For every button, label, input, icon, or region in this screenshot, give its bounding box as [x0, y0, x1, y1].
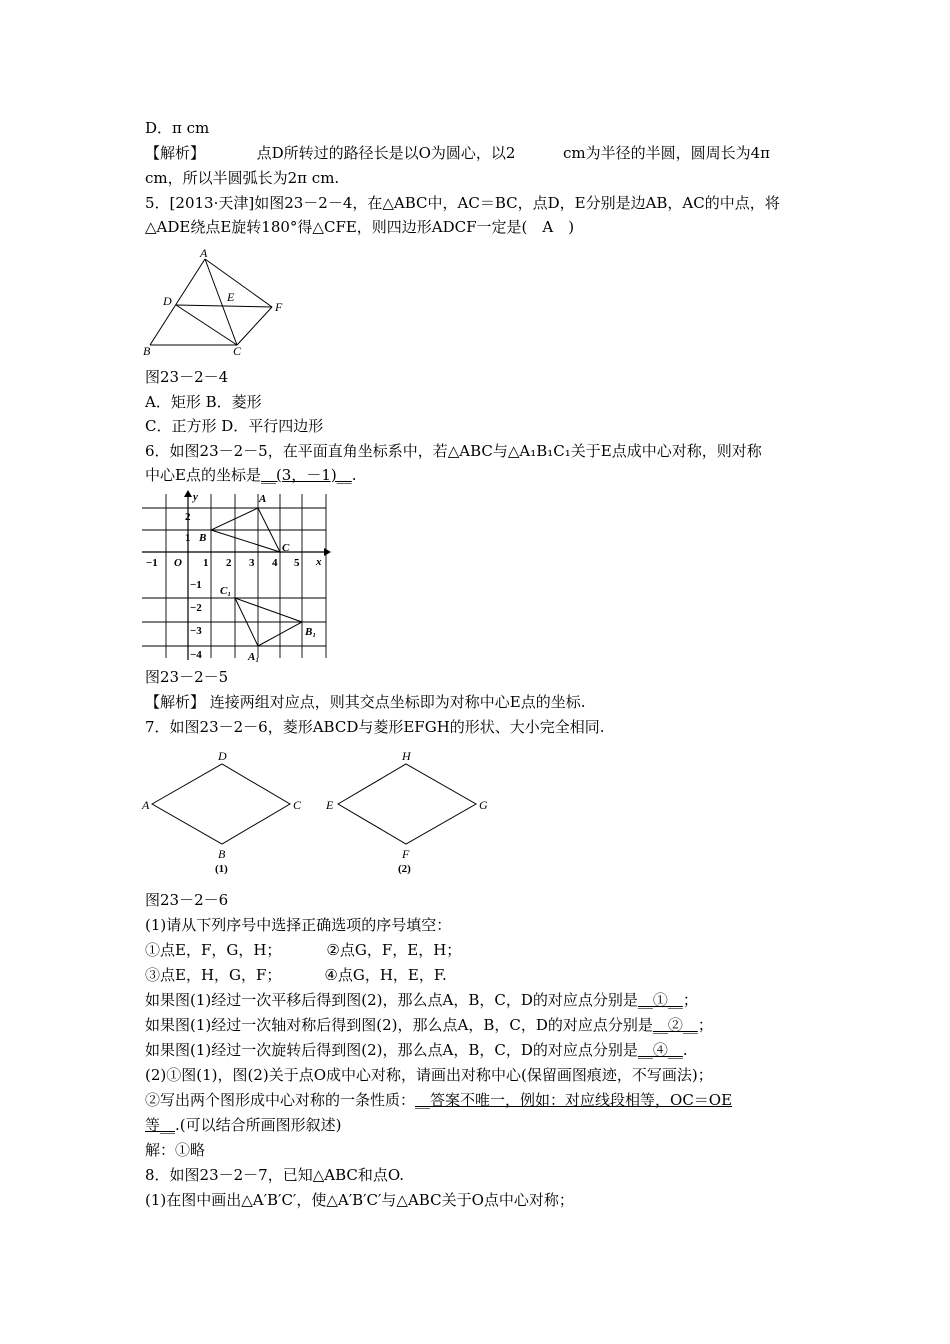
analysis-line-2: cm，所以半圆弧长为2π cm. [145, 169, 340, 187]
rotation-text: 如果图(1)经过一次旋转后得到图(2)，那么点A，B，C，D的对应点分别是 [145, 1041, 638, 1059]
question-8-line-1: 8．如图23－2－7，已知△ABC和点O. [145, 1166, 405, 1184]
rhombus-abcd [152, 764, 290, 844]
label-D2: D [218, 749, 227, 763]
figure-23-2-4 [140, 245, 300, 365]
label-B: B [143, 344, 151, 358]
question-5-line-2: △ADE绕点E旋转180°得△CFE，则四边形ADCF一定是( A ) [145, 218, 575, 236]
rotation-end: . [682, 1041, 688, 1059]
choice-2: ②点G，F，E，H； [326, 941, 462, 959]
label-D: D [163, 294, 172, 308]
x-tick-2: 2 [226, 557, 232, 569]
translation-end: ； [682, 991, 698, 1009]
caption-1-small: (1) [215, 863, 228, 875]
caption-2-small: (2) [398, 863, 411, 875]
x-tick-4: 4 [272, 557, 278, 569]
choice-1: ①点E，F，G，H； [145, 941, 282, 959]
reflection-text: 如果图(1)经过一次轴对称后得到图(2)，那么点A，B，C，D的对应点分别是 [145, 1016, 653, 1034]
choice-4: ④点G，H，E，F. [324, 966, 447, 984]
question-7-part-1: (1)请从下列序号中选择正确选项的序号填空： [145, 916, 452, 934]
point-C1: C₁ [220, 585, 232, 597]
point-B1: B₁ [305, 626, 317, 638]
y-tick-neg4: −4 [190, 649, 202, 661]
property-line [145, 1090, 732, 1110]
x-tick-5: 5 [294, 557, 300, 569]
figure-23-2-6 [140, 748, 500, 878]
y-tick-2: 2 [185, 511, 191, 523]
choices-1-2 [145, 940, 461, 960]
point-B: B [199, 532, 207, 544]
label-G: G [479, 798, 488, 812]
figure-caption-1: 图23－2－4 [145, 368, 229, 386]
question-6-line-2 [145, 465, 357, 485]
reflection-end: ； [697, 1016, 713, 1034]
y-axis-label: y [193, 491, 198, 503]
question-5-line-1: 5．[2013·天津]如图23－2－4，在△ABC中，AC＝BC，点D，E分别是边AB，AC的中点，将 [145, 194, 780, 212]
property-text: ②写出两个图形成中心对称的一条性质： [145, 1091, 416, 1109]
figure-caption-2: 图23－2－5 [145, 668, 229, 686]
label-C2: C [293, 798, 302, 812]
origin-label: O [174, 557, 182, 569]
option-d: D．π cm [145, 119, 210, 137]
translation-line [145, 990, 698, 1010]
analysis-text-1: 点D所转过的路径长是以O为圆心，以2 [256, 144, 516, 162]
answer-rotation: __④__ [637, 1041, 683, 1059]
question-6-text: 中心E点的坐标是 [145, 466, 261, 484]
translation-text: 如果图(1)经过一次平移后得到图(2)，那么点A，B，C，D的对应点分别是 [145, 991, 638, 1009]
property-note: .(可以结合所画图形叙述) [175, 1116, 342, 1134]
answer-translation: __①__ [637, 991, 683, 1009]
answer-property: __答案不唯一，例如：对应线段相等，OC＝OE [415, 1091, 733, 1109]
label-A: A [200, 246, 208, 260]
label-F2: F [402, 847, 410, 861]
choice-3: ③点E，H，G，F； [145, 966, 282, 984]
label-E: E [227, 290, 235, 304]
y-tick-neg2: −2 [190, 602, 202, 614]
point-A: A [259, 493, 267, 505]
analysis-6: 【解析】 连接两组对应点，则其交点坐标即为对称中心E点的坐标. [145, 693, 586, 711]
answer-property-end: 等__ [145, 1116, 176, 1134]
question-8-line-2: (1)在图中画出△A′B′C′，使△A′B′C′与△ABC关于O点中心对称； [145, 1191, 574, 1209]
question-6-end: . [351, 466, 357, 484]
options-cd: C．正方形 D．平行四边形 [145, 417, 324, 435]
property-line-2 [145, 1115, 342, 1135]
label-B2: B [218, 847, 226, 861]
options-ab: A．矩形 B．菱形 [145, 393, 262, 411]
solution-line: 解：①略 [145, 1141, 206, 1159]
point-A1: A₁ [248, 651, 260, 663]
question-7-part-2: (2)①图(1)，图(2)关于点O成中心对称，请画出对称中心(保留画图痕迹，不写画法)； [145, 1066, 713, 1084]
answer-reflection: __②__ [652, 1016, 698, 1034]
question-6-line-1: 6．如图23－2－5，在平面直角坐标系中，若△ABC与△A₁B₁C₁关于E点成中心对称，则对称 [145, 442, 762, 460]
rotation-line [145, 1040, 688, 1060]
y-tick-neg3: −3 [190, 625, 202, 637]
x-tick-1: 1 [203, 557, 209, 569]
label-C: C [233, 344, 242, 358]
analysis-text-2: cm为半径的半圆，圆周长为4π [563, 144, 771, 162]
label-H: H [402, 749, 411, 763]
label-F: F [275, 300, 283, 314]
point-C: C [282, 542, 290, 554]
choices-3-4 [145, 965, 447, 985]
figure-caption-3: 图23－2－6 [145, 891, 229, 909]
rhombus-efgh [338, 764, 476, 844]
label-E2: E [326, 798, 334, 812]
x-tick-3: 3 [249, 557, 255, 569]
answer-6: __(3，－1)__ [260, 466, 352, 484]
y-tick-1: 1 [185, 532, 191, 544]
analysis-line [145, 143, 770, 163]
figure-23-2-5 [140, 490, 340, 670]
x-axis-label: x [316, 556, 322, 568]
y-tick-neg1: −1 [190, 579, 202, 591]
x-tick-neg1: −1 [146, 557, 158, 569]
label-A2: A [142, 798, 150, 812]
reflection-line [145, 1015, 713, 1035]
question-7-line-1: 7．如图23－2－6，菱形ABCD与菱形EFGH的形状、大小完全相同. [145, 718, 605, 736]
analysis-tag: 【解析】 [145, 144, 206, 162]
